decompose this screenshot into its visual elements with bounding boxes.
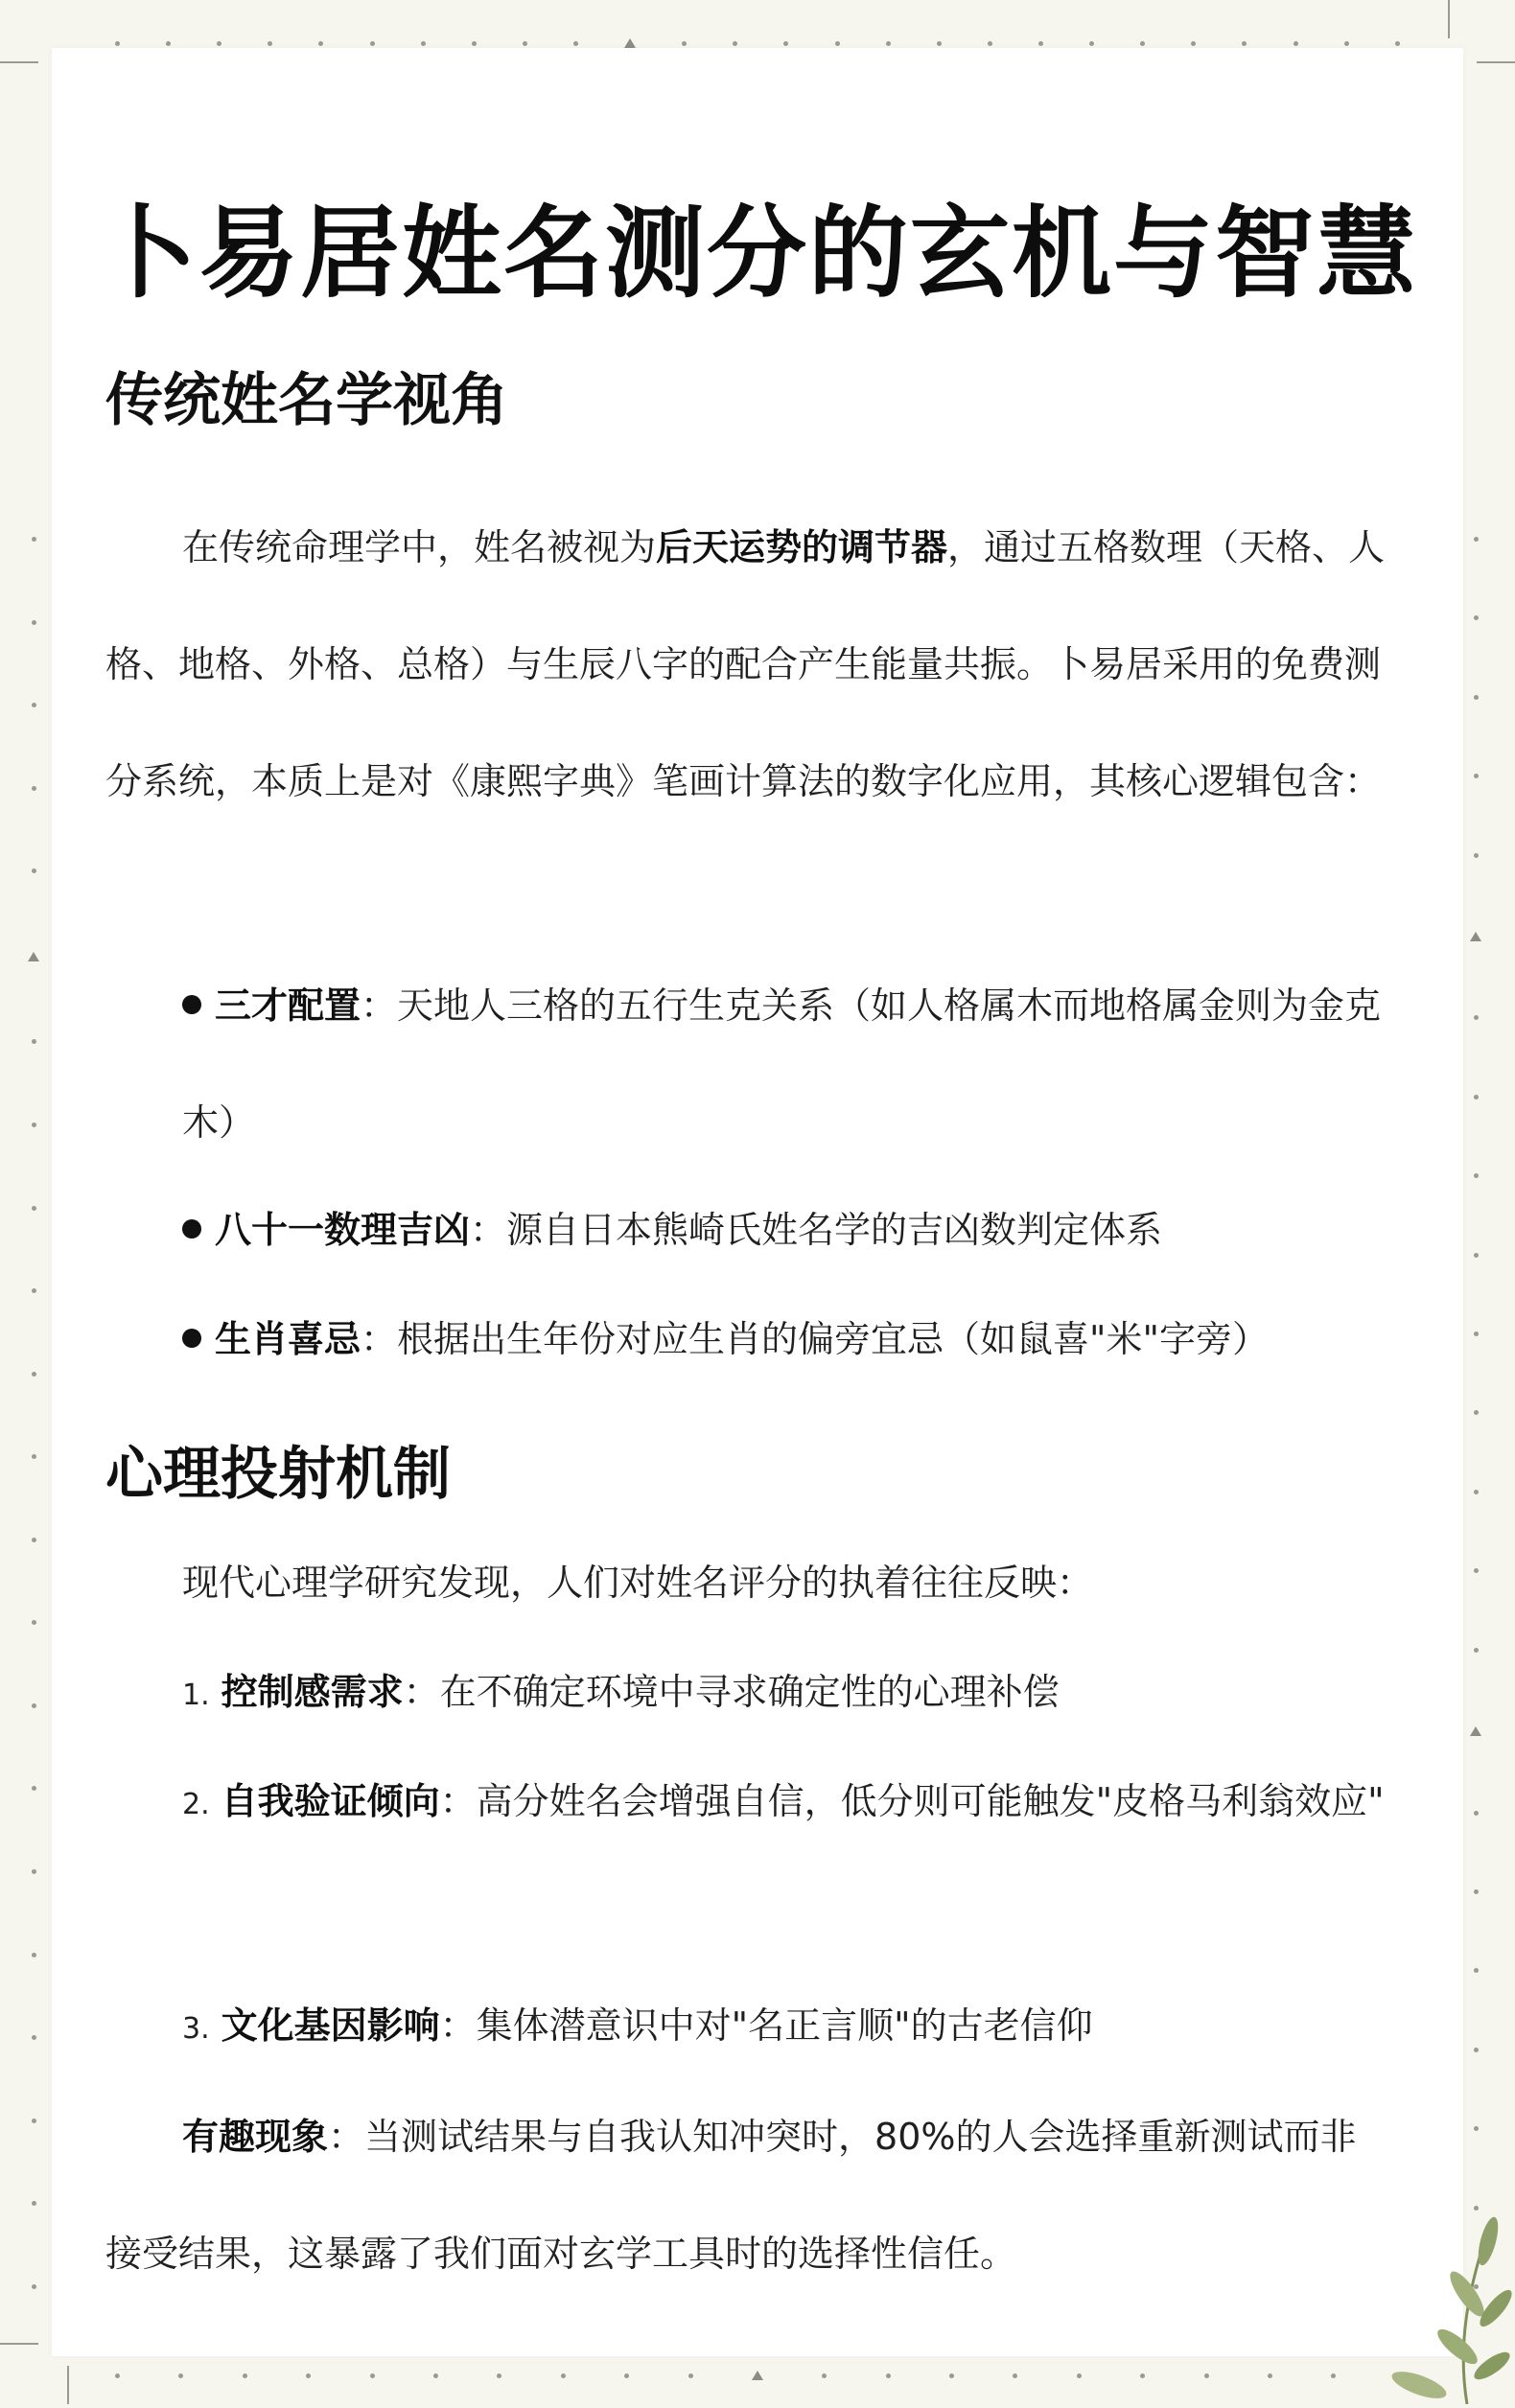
- section1-intro-post: ，通过五格数理（天格、人格、地格、外格、总格）与生辰八字的配合产生能量共振。卜易居采用的免费测分系统，本质上是对《康熙字典》笔画计算法的数字化应用，其核心逻辑包含：: [105, 526, 1386, 802]
- numbered-item-culture: [105, 1967, 1390, 2088]
- item-text: ：集体潜意识中对"名正言顺"的古老信仰: [439, 2004, 1093, 2047]
- bullet-label: 生肖喜忌: [215, 1318, 361, 1360]
- bullet-label: 八十一数理吉凶: [215, 1209, 471, 1251]
- leaf-decoration-icon: [1323, 2203, 1515, 2404]
- corner-line-top-right: [1477, 61, 1515, 63]
- numbered-item-control: [105, 1633, 1390, 1754]
- section-heading-traditional: 传统姓名学视角: [105, 367, 508, 434]
- note-label: 有趣现象: [182, 2116, 329, 2158]
- note-text: ：当测试结果与自我认知冲突时，80%的人会选择重新测试而非接受结果，这暴露了我们面对玄学工具时的选择性信任。: [105, 2116, 1357, 2275]
- bullet-text: ：天地人三格的五行生克关系（如人格属木而地格属金则为金克木）: [182, 984, 1382, 1144]
- item-label: 文化基因影响: [221, 2004, 440, 2047]
- section1-intro-paragraph: [105, 489, 1390, 840]
- corner-line-vert-left: [67, 2366, 69, 2404]
- bullet-dot-icon: [182, 1329, 201, 1348]
- corner-line-top-left: [0, 61, 38, 63]
- item-text: ：高分姓名会增强自信，低分则可能触发"皮格马利翁效应": [439, 1780, 1385, 1822]
- item-text: ：在不确定环境中寻求确定性的心理补偿: [403, 1671, 1060, 1713]
- left-border-decoration: [26, 537, 41, 2289]
- corner-line-vert-right: [1448, 0, 1450, 38]
- corner-line-bottom-left: [0, 2343, 38, 2345]
- section-heading-psychology: 心理投射机制: [105, 1441, 451, 1508]
- bullet-item-sancai: [105, 947, 1390, 1181]
- item-number: 3.: [182, 2012, 210, 2046]
- bullet-dot-icon: [182, 1219, 201, 1239]
- page-title: 卜易居姓名测分的玄机与智慧: [96, 195, 1418, 312]
- section1-intro-bold: 后天运势的调节器: [656, 526, 948, 568]
- bullet-item-zodiac: [105, 1281, 1390, 1398]
- section2-intro-paragraph: 现代心理学研究发现，人们对姓名评分的执着往往反映：: [182, 1562, 1094, 1604]
- item-number: 2.: [182, 1788, 210, 1821]
- bullet-text: ：源自日本熊崎氏姓名学的吉凶数判定体系: [470, 1209, 1163, 1251]
- bullet-item-81-numerology: [105, 1171, 1390, 1288]
- bullet-dot-icon: [182, 995, 201, 1014]
- numbered-item-self-verification: [105, 1743, 1390, 1864]
- item-label: 自我验证倾向: [221, 1780, 440, 1822]
- bullet-label: 三才配置: [215, 984, 361, 1027]
- item-label: 控制感需求: [221, 1671, 404, 1713]
- bottom-border-decoration: [115, 2368, 1400, 2383]
- right-border-decoration: [1468, 537, 1483, 2289]
- bullet-text: ：根据出生年份对应生肖的偏旁宜忌（如鼠喜"米"字旁）: [361, 1318, 1269, 1360]
- interesting-phenomenon-paragraph: [105, 2078, 1390, 2312]
- item-number: 1.: [182, 1679, 210, 1712]
- document-card: [52, 48, 1463, 2356]
- section1-intro-pre: 在传统命理学中，姓名被视为: [182, 526, 657, 568]
